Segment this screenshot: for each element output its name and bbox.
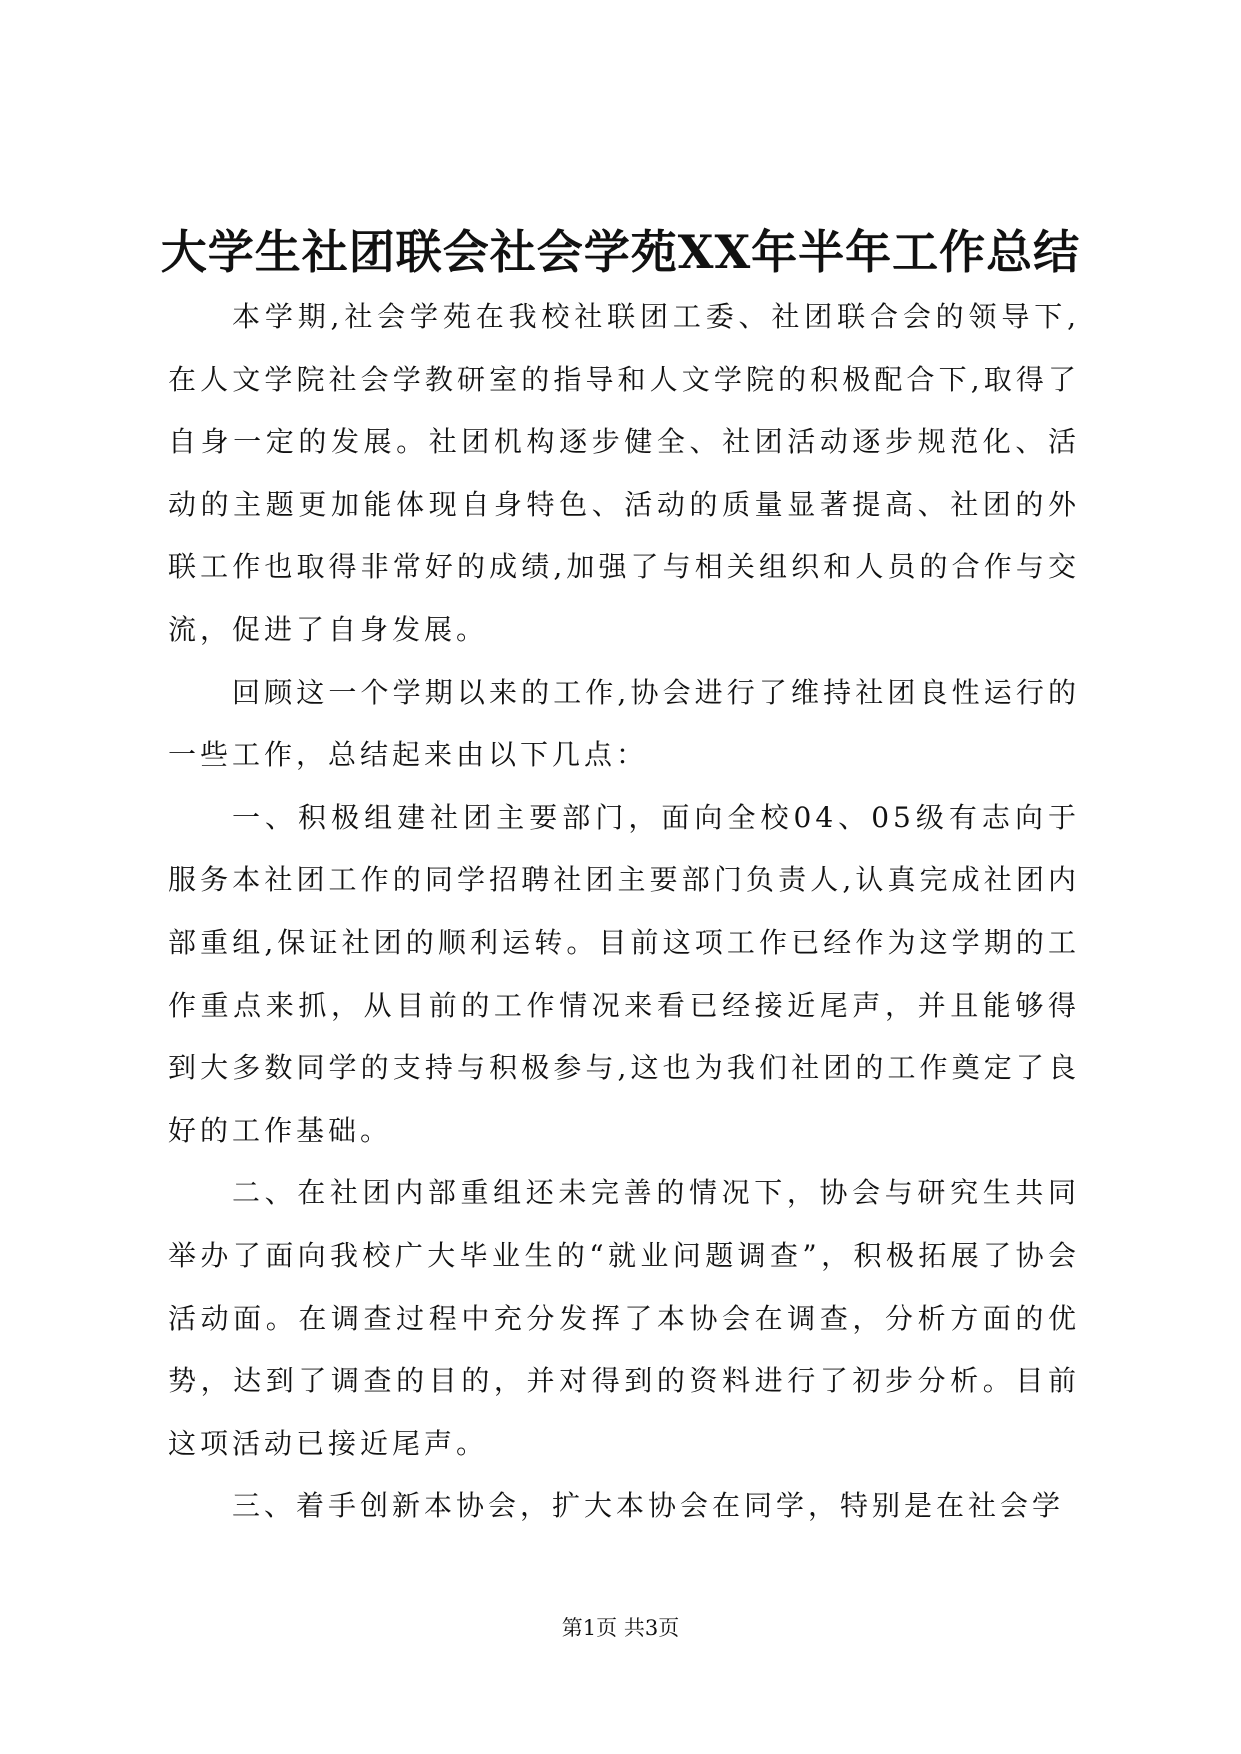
paragraph: 三、着手创新本协会，扩大本协会在同学，特别是在社会学 bbox=[232, 1489, 1065, 1523]
paragraph: 回顾这一个学期以来的工作,协会进行了维持社团良性运行的一些工作，总结起来由以下几点： bbox=[168, 675, 1080, 772]
document-body bbox=[168, 286, 1080, 1538]
paragraph: 二、在社团内部重组还未完善的情况下，协会与研究生共同举办了面向我校广大毕业生的“就业问题调查”，积极拓展了协会活动面。在调查过程中充分发挥了本协会在调查，分析方面的优势，达到了调查的目的，并对得到的资料进行了初步分析。目前这项活动已接近尾声。 bbox=[168, 1176, 1080, 1460]
page-footer: 第1页 共3页 bbox=[561, 1616, 680, 1640]
paragraph: 本学期,社会学苑在我校社联团工委、社团联合会的领导下,在人文学院社会学教研室的指导和人文学院的积极配合下,取得了自身一定的发展。社团机构逐步健全、社团活动逐步规范化、活动的主题更加能体现自身特色、活动的质量显著提高、社团的外联工作也取得非常好的成绩,加强了与相关组织和人员的合作与交流，促进了自身发展。 bbox=[168, 300, 1080, 646]
paragraph: 一、积极组建社团主要部门，面向全校04、05级有志向于服务本社团工作的同学招聘社团主要部门负责人,认真完成社团内部重组,保证社团的顺利运转。目前这项工作已经作为这学期的工作重点来抓，从目前的工作情况来看已经接近尾声，并且能够得到大多数同学的支持与积极参与,这也为我们社团的工作奠定了良好的工作基础。 bbox=[168, 800, 1080, 1147]
page-title: 大学生社团联会社会学苑XX年半年工作总结 bbox=[160, 225, 1081, 279]
